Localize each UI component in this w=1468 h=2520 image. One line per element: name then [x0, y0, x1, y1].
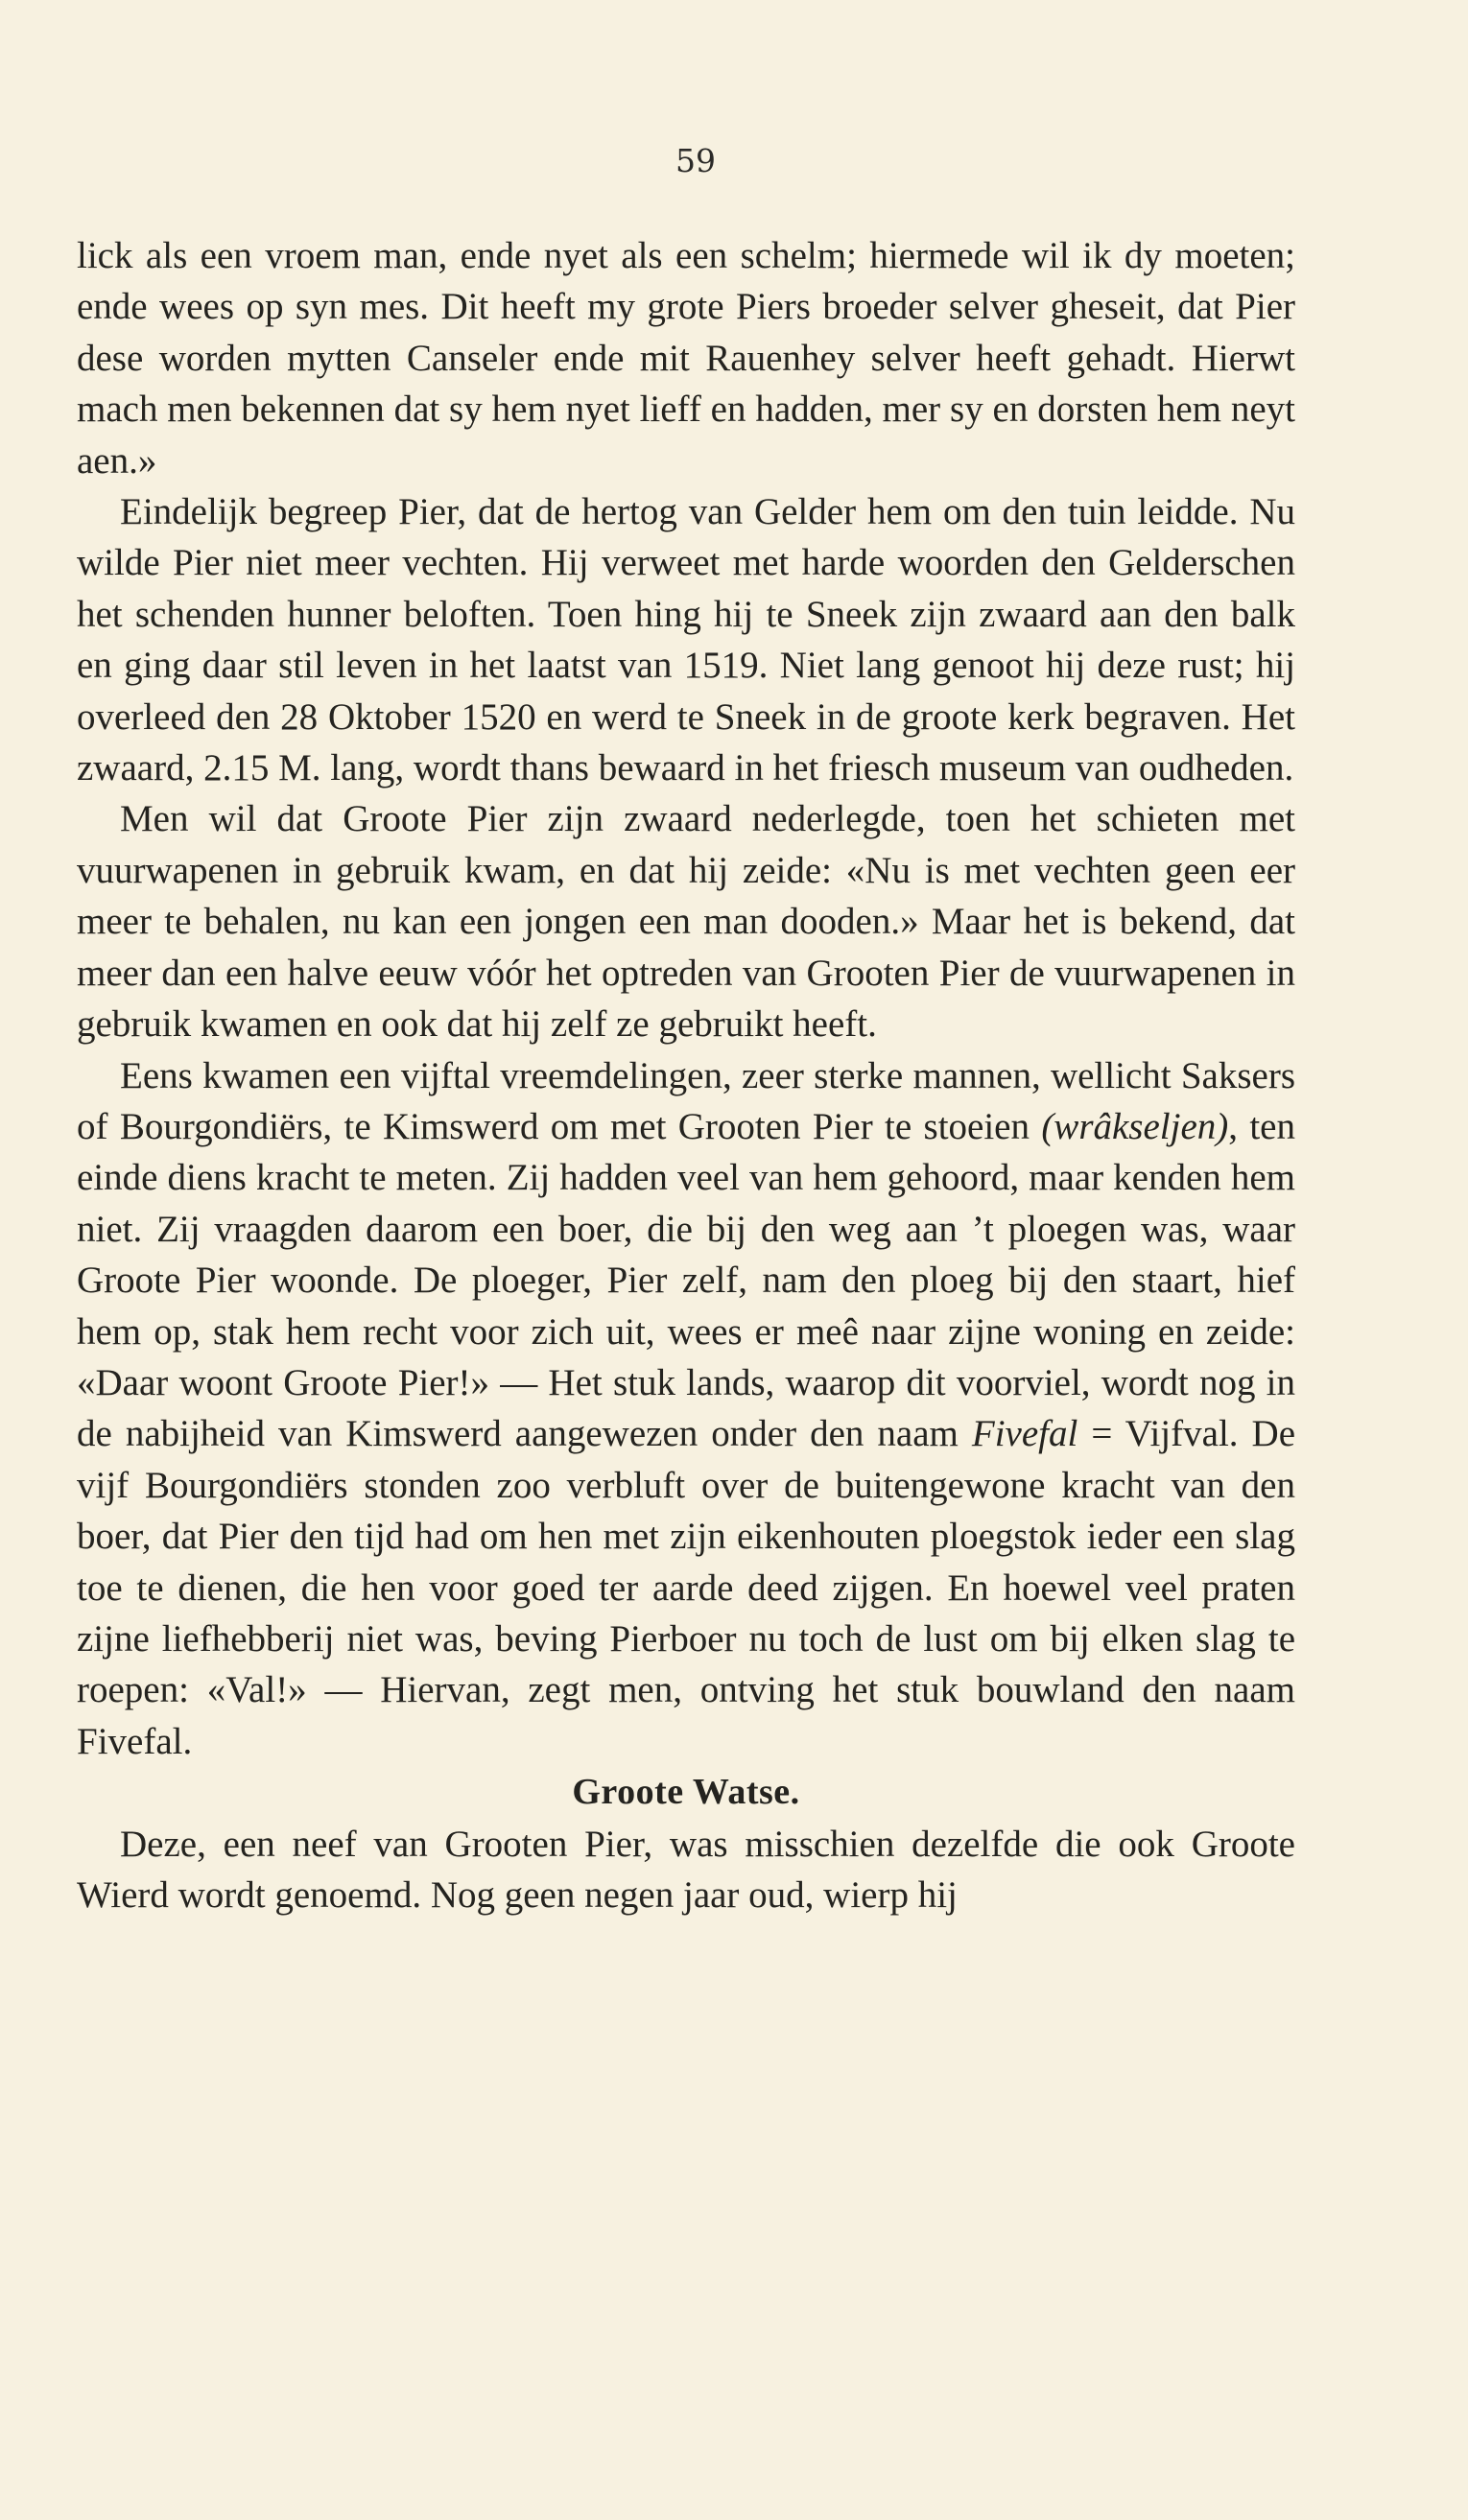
paragraph-4-part-b: , ten einde diens kracht te meten. Zij hadden veel van hem gehoord, maar kenden hem niet. Zij vraagden daarom een boer, die bij den weg aan ’t ploegen was, waar Groote Pier woonde. De ploeger, Pier zelf, nam den ploeg bij den staart, hief hem op, stak hem recht voor zich uit, wees er meê naar zijne woning en zeide: «Daar woont Groote Pier!» — Het stuk lands, waarop dit voorviel, wordt nog in de nabijheid van Kimswerd aangewezen onder den naam: [77, 1105, 1295, 1455]
italic-term-wrakseljen: (wrâkseljen): [1041, 1105, 1229, 1147]
paragraph-4: [77, 1050, 1295, 1768]
paragraph-4-part-c: = Vijfval. De vijf Bourgondiërs stonden zoo verbluft over de buitengewone kracht van den boer, dat Pier den tijd had om hen met zijn eikenhouten ploegstok ieder een slag toe te dienen, die hen voor goed ter aarde deed zijgen. En hoewel veel praten zijne liefhebberij niet was, beving Pierboer nu toch de lust om bij elken slag te roepen: «Val!» — Hiervan, zegt men, ontving het stuk bouwland den naam Fivefal.: [77, 1413, 1296, 1762]
paragraph-4-part-a: Eens kwamen een vijftal vreemdelingen, zeer sterke mannen, wellicht Saksers of Bourgondiërs, te Kimswerd om met Grooten Pier te stoeien: [77, 1054, 1295, 1147]
italic-term-fivefal: Fivefal: [971, 1413, 1078, 1455]
paragraph-3: Men wil dat Groote Pier zijn zwaard nederlegde, toen het schieten met vuurwapenen in gebruik kwam, en dat hij zeide: «Nu is met vechten geen eer meer te behalen, nu kan een jongen een man dooden.» Maar het is bekend, dat meer dan een halve eeuw vóór het optreden van Grooten Pier de vuurwapenen in gebruik kwamen en ook dat hij zelf ze gebruikt heeft.: [77, 798, 1295, 1046]
section-heading: Groote Watse.: [572, 1772, 800, 1813]
paragraph-1: lick als een vroem man, ende nyet als een schelm; hiermede wil ik dy moeten; ende wees op syn mes. Dit heeft my grote Piers broeder selver gheseit, dat Pier dese worden mytten Canseler ende mit Rauenhey selver heeft gehadt. Hierwt mach men bekennen dat sy hem nyet lieff en hadden, mer sy en dorsten hem neyt aen.»: [77, 235, 1295, 482]
paragraph-5: Deze, een neef van Grooten Pier, was misschien dezelfde die ook Groote Wierd wordt genoemd. Nog geen negen jaar oud, wierp hij: [77, 1823, 1295, 1916]
body-text: [77, 230, 1295, 1920]
paragraph-2: Eindelijk begreep Pier, dat de hertog van Gelder hem om den tuin leidde. Nu wilde Pier niet meer vechten. Hij verweet met harde woorden den Gelderschen het schenden hunner beloften. Toen hing hij te Sneek zijn zwaard aan den balk en ging daar stil leven in het laatst van 1519. Niet lang genoot hij deze rust; hij overleed den 28 Oktober 1520 en werd te Sneek in de groote kerk begraven. Het zwaard, 2.15 M. lang, wordt thans bewaard in het friesch museum van oudheden.: [77, 491, 1295, 789]
page-number: 59: [675, 142, 716, 179]
